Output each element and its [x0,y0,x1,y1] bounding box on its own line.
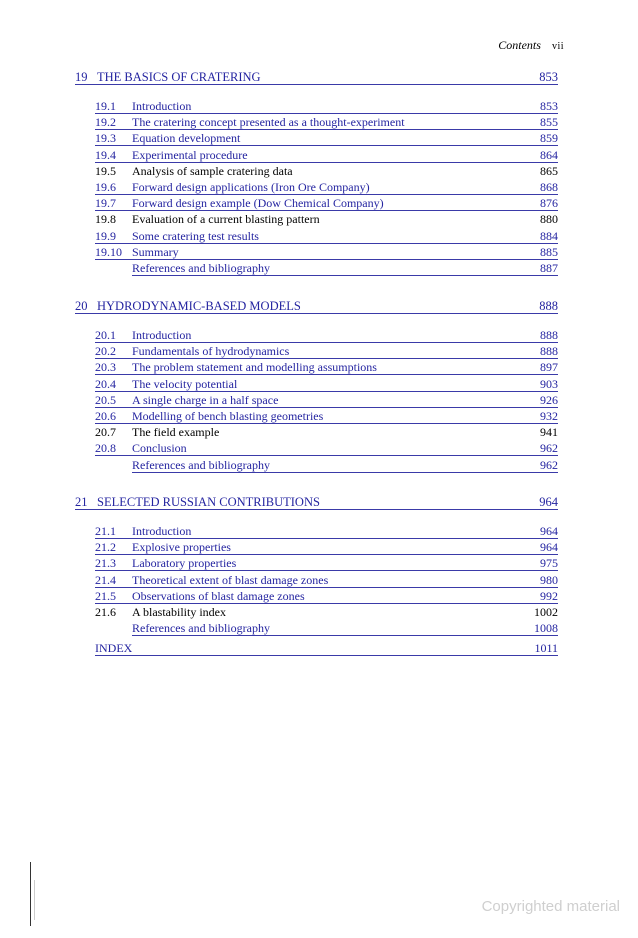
section-page: 964 [540,540,558,555]
running-head-page-number: vii [551,41,564,52]
toc-section-link[interactable] [95,409,558,424]
toc-section-link[interactable] [95,441,558,456]
toc-section-link[interactable] [95,196,558,211]
section-number: 19.3 [95,131,116,146]
running-head [498,38,564,53]
section-page: 859 [540,131,558,146]
copyright-watermark: Copyrighted material [481,898,620,915]
references-title: References and bibliography [132,621,270,636]
toc-section-link[interactable] [95,131,558,146]
section-number: 21.4 [95,572,116,587]
toc-section-link[interactable] [95,99,558,114]
toc-section-link[interactable] [95,360,558,375]
section-number: 19.1 [95,99,116,113]
section-page: 855 [540,115,558,130]
section-number: 20.3 [95,360,116,375]
chapter-title: HYDRODYNAMIC-BASED MODELS [97,299,301,313]
page-edge-mark-faint [34,880,35,920]
section-number: 20.1 [95,328,116,342]
section-page: 864 [540,147,558,162]
section-number: 21.1 [95,524,116,538]
section-page: 926 [540,392,558,407]
page-edge-mark [30,862,31,926]
section-page: 975 [540,556,558,571]
section-number: 20.4 [95,376,116,391]
references-title: References and bibliography [132,457,270,472]
section-title: Some cratering test results [132,228,259,243]
references-page: 962 [540,457,558,472]
toc-section-link[interactable] [95,328,558,343]
chapter-page: 888 [539,299,558,313]
section-number: 19.7 [95,196,116,211]
section-title: Explosive properties [132,540,231,555]
section-page: 962 [540,441,558,456]
toc-section-link[interactable] [95,524,558,539]
references-page: 887 [540,261,558,275]
section-number: 20.2 [95,344,116,359]
toc-references-link[interactable] [132,261,558,276]
section-page: 868 [540,180,558,194]
section-title: Equation development [132,131,241,146]
chapter-number: 19 [75,70,88,84]
section-page: 865 [540,163,558,178]
section-page: 888 [540,328,558,342]
section-title: Experimental procedure [132,147,248,162]
section-page: 853 [540,99,558,113]
toc-section-link[interactable] [95,589,558,604]
section-title: Introduction [132,328,192,342]
section-number: 19.2 [95,115,116,130]
toc-section-link[interactable] [95,115,558,130]
section-number: 19.9 [95,228,116,243]
section-page: 1002 [534,605,558,619]
section-title: Fundamentals of hydrodynamics [132,344,290,359]
section-page: 903 [540,376,558,391]
section-number: 20.6 [95,409,116,423]
references-page: 1008 [534,621,558,636]
section-title: Laboratory properties [132,556,237,571]
section-page: 880 [540,212,558,227]
section-title: A single charge in a half space [132,392,279,407]
running-head-title: Contents [498,38,541,52]
section-title: Evaluation of a current blasting pattern [132,212,320,227]
toc-section-link[interactable] [95,148,558,163]
section-title: The problem statement and modelling assumptions [132,360,377,375]
toc-section-link[interactable] [95,344,558,359]
toc-section-entry [95,164,558,178]
chapter-number: 21 [75,495,88,509]
section-title: Conclusion [132,441,187,456]
section-page: 941 [540,425,558,440]
section-number: 20.8 [95,441,116,456]
toc-section-link[interactable] [95,393,558,408]
toc-section-link[interactable] [95,180,558,195]
section-page: 885 [540,244,558,259]
chapter-page: 853 [539,70,558,84]
section-title: The velocity potential [132,376,238,391]
section-title: Forward design applications (Iron Ore Company) [132,180,370,194]
section-title: The cratering concept presented as a thought-experiment [132,115,405,130]
section-title: Theoretical extent of blast damage zones [132,572,329,587]
toc-section-link[interactable] [95,540,558,555]
section-title: Forward design example (Dow Chemical Company) [132,196,384,211]
chapter-title: SELECTED RUSSIAN CONTRIBUTIONS [97,495,320,509]
references-title: References and bibliography [132,261,270,275]
section-number: 21.2 [95,540,116,555]
index-title: INDEX [95,641,133,655]
section-number: 21.5 [95,588,116,603]
section-number: 19.6 [95,180,116,194]
index-page: 1011 [534,641,558,655]
toc-section-link[interactable] [95,229,558,244]
section-page: 876 [540,196,558,211]
section-title: A blastability index [132,605,226,619]
toc-section-link[interactable] [95,556,558,571]
chapter-title: THE BASICS OF CRATERING [97,70,261,84]
toc-section-entry [95,425,558,439]
section-page: 888 [540,344,558,359]
section-page: 980 [540,572,558,587]
section-title: The field example [132,425,220,440]
section-title: Introduction [132,524,192,538]
section-number: 21.3 [95,556,116,571]
section-number: 19.10 [95,244,122,259]
chapter-heading-link[interactable] [75,70,558,85]
section-title: Modelling of bench blasting geometries [132,409,324,423]
toc-index-link[interactable] [95,641,558,656]
toc-section-entry [95,605,558,619]
section-number: 21.6 [95,605,116,619]
chapter-number: 20 [75,299,88,313]
chapter-heading-link[interactable] [75,495,558,510]
section-number: 19.8 [95,212,116,227]
section-page: 897 [540,360,558,375]
toc-section-link[interactable] [95,377,558,392]
toc-section-link[interactable] [95,245,558,260]
toc-section-entry [95,212,558,226]
chapter-heading-link[interactable] [75,299,558,314]
section-title: Introduction [132,99,192,113]
section-number: 20.7 [95,425,116,440]
section-page: 964 [540,524,558,538]
section-title: Analysis of sample cratering data [132,163,293,178]
section-number: 19.5 [95,163,116,178]
section-page: 932 [540,409,558,423]
section-title: Observations of blast damage zones [132,588,305,603]
section-page: 992 [540,588,558,603]
toc-section-link[interactable] [95,573,558,588]
toc-references-link[interactable] [132,621,558,636]
section-number: 19.4 [95,147,116,162]
toc-references-link[interactable] [132,458,558,473]
section-page: 884 [540,228,558,243]
section-title: Summary [132,244,179,259]
section-number: 20.5 [95,392,116,407]
chapter-page: 964 [539,495,558,509]
